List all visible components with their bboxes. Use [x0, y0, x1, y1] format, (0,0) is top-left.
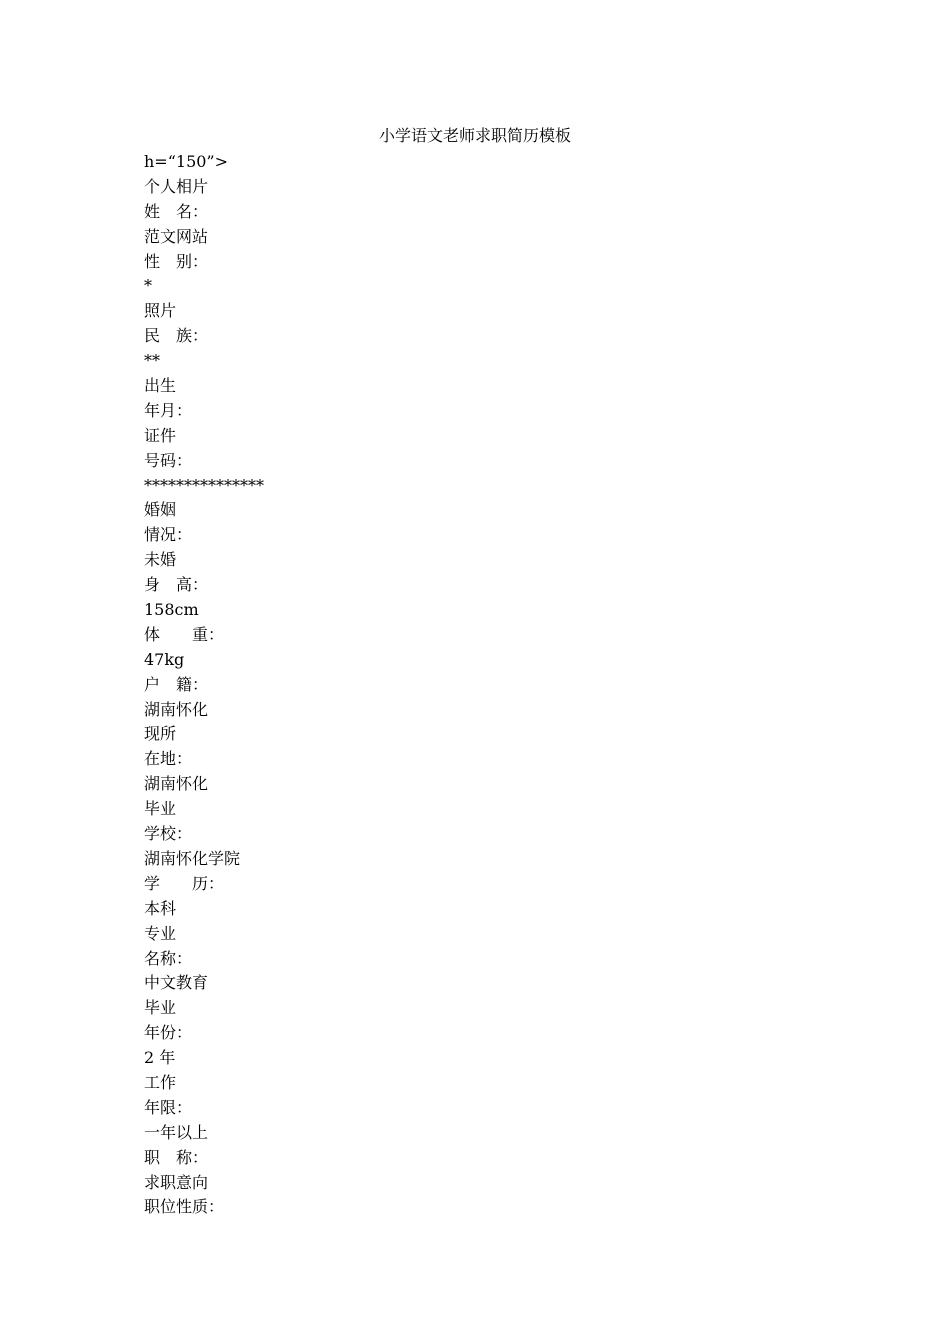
resume-line: 婚姻: [144, 500, 177, 520]
resume-line: 现所: [144, 724, 177, 744]
resume-line: 出生: [144, 376, 177, 396]
resume-line: 一年以上: [144, 1122, 209, 1142]
resume-line: ***************: [144, 475, 264, 495]
resume-line: h=“150”>: [144, 152, 229, 171]
resume-line: 学校：: [144, 824, 193, 844]
resume-line: *: [144, 276, 152, 296]
resume-line: **: [144, 351, 160, 371]
resume-line: 证件: [144, 425, 177, 445]
resume-line: 中文教育: [144, 973, 209, 993]
resume-line: 身 高：: [144, 575, 209, 595]
resume-line: 本科: [144, 898, 177, 918]
resume-line: 湖南怀化: [144, 699, 209, 719]
resume-line: 个人相片: [144, 176, 209, 196]
resume-line: 民 族：: [144, 326, 209, 346]
resume-line: 职 称：: [144, 1147, 209, 1167]
resume-line: 户 籍：: [144, 674, 209, 694]
resume-lines: [144, 150, 844, 1220]
resume-line: 情况：: [144, 525, 193, 545]
page-title: 小学语文老师求职简历模板: [378, 126, 571, 145]
resume-line: 湖南怀化: [144, 774, 209, 794]
resume-line: 湖南怀化学院: [144, 848, 241, 868]
resume-line: 年份：: [144, 1023, 193, 1043]
resume-line: 2 年: [144, 1048, 176, 1068]
resume-line: 专业: [144, 923, 177, 943]
resume-line: 照片: [144, 301, 177, 321]
resume-line: 体 重：: [144, 624, 225, 644]
resume-line: 性 别：: [144, 251, 209, 271]
resume-line: 158cm: [144, 600, 199, 620]
resume-line: 年限：: [144, 1097, 193, 1117]
resume-line: 在地：: [144, 749, 193, 769]
resume-line: 毕业: [144, 998, 177, 1018]
resume-line: 未婚: [144, 550, 177, 570]
resume-line: 号码：: [144, 450, 193, 470]
resume-line: 年月：: [144, 400, 193, 420]
resume-line: 毕业: [144, 799, 177, 819]
resume-line: 求职意向: [144, 1172, 209, 1192]
resume-line: 姓 名：: [144, 201, 209, 221]
resume-line: 学 历：: [144, 873, 225, 893]
resume-line: 工作: [144, 1072, 177, 1092]
resume-line: 职位性质：: [144, 1197, 225, 1217]
resume-line: 名称：: [144, 948, 193, 968]
resume-line: 范文网站: [144, 226, 209, 246]
resume-line: 47kg: [144, 649, 185, 669]
